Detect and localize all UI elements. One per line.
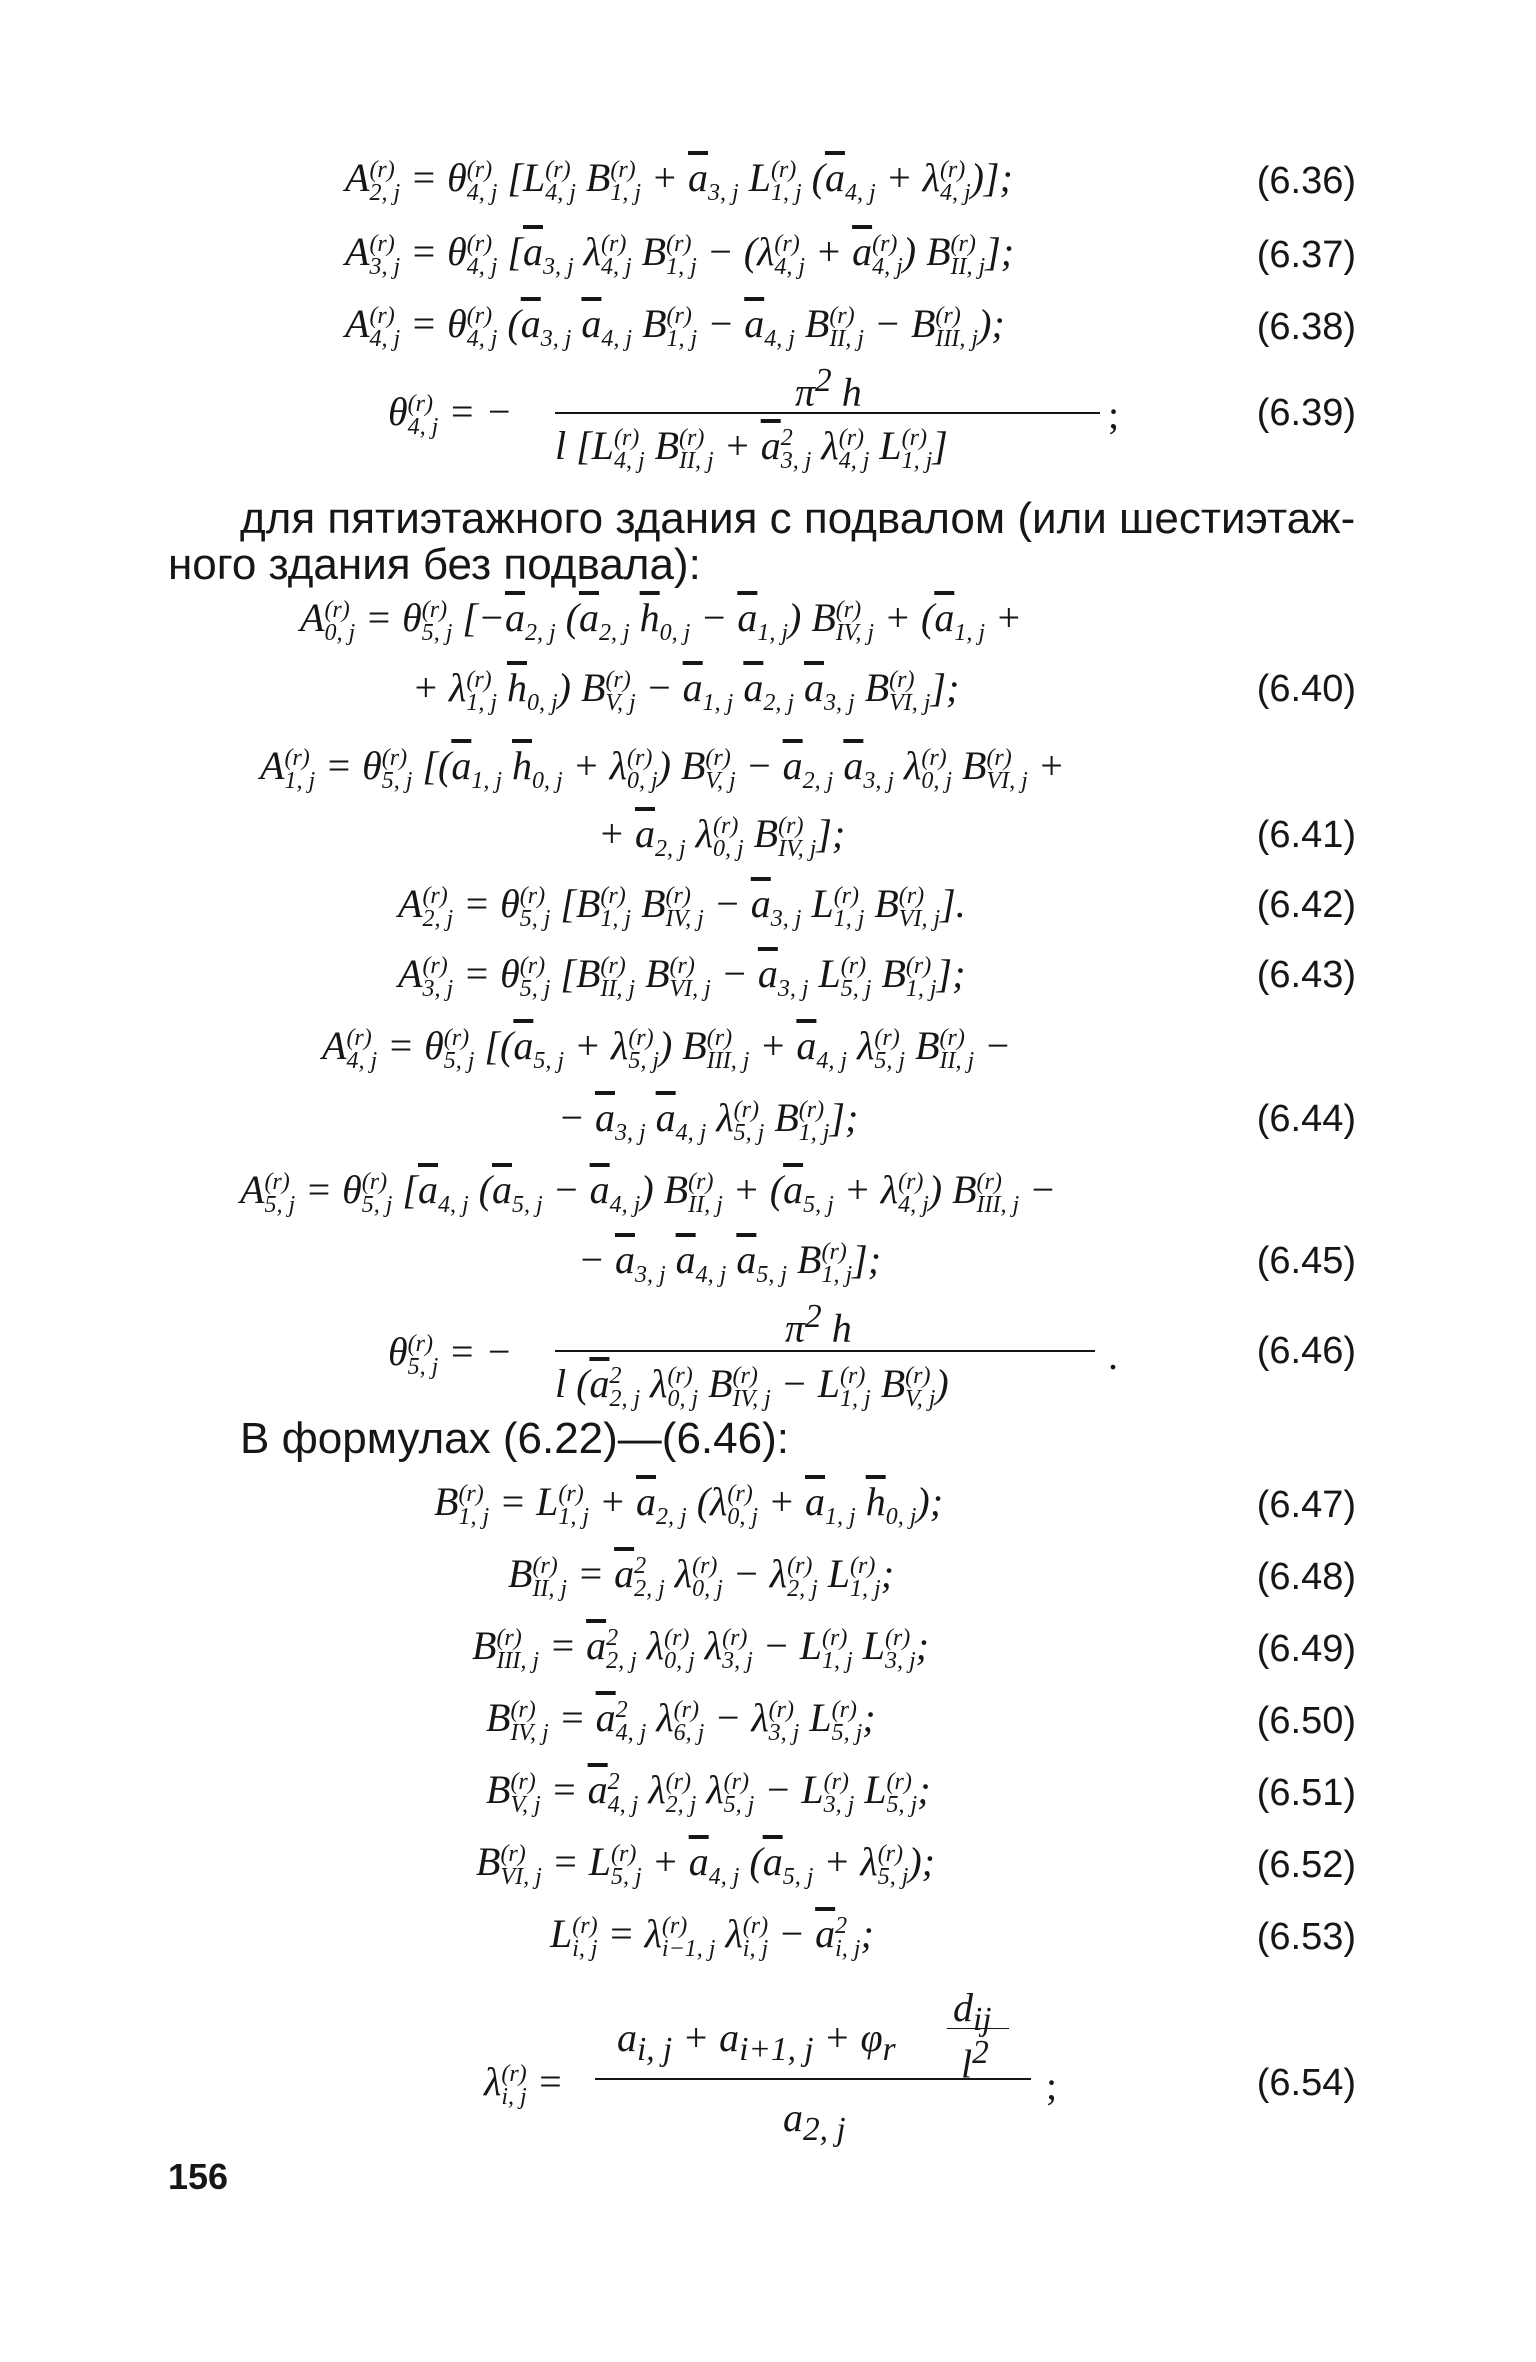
equation-6-46-lhs: θ (r) 5, j = −: [388, 1329, 513, 1380]
paragraph-text: ного здания без подвала):: [168, 540, 701, 589]
equation-number: (6.53): [1256, 1916, 1356, 1958]
equation-number: (6.44): [1256, 1098, 1356, 1140]
equation-number: (6.39): [1256, 392, 1356, 434]
equation-number: (6.47): [1256, 1484, 1356, 1526]
equation-number: (6.43): [1256, 954, 1356, 996]
equation-number: (6.51): [1256, 1772, 1356, 1814]
equation-6-43: A (r) 3, j = θ (r) 5, j [B (r) II, j B (r) VI, j − $\overline{a}_{3, j}$ L (r) 5, j B (r) 1, j ];: [398, 951, 966, 1002]
page-number: 156: [168, 2156, 229, 2197]
equation-number: (6.45): [1256, 1240, 1356, 1282]
equation-6-41-line2: + $\overline{a}_{2, j}$ λ (r) 0, j B (r) IV, j ];: [598, 811, 846, 862]
equation-number: (6.46): [1256, 1330, 1356, 1372]
equation-number: (6.36): [1256, 160, 1356, 202]
equation-6-40-line2: + λ (r) 1, j $\overline{h}_{0, j}$) B (r) V, j − $\overline{a}_{1, j}$ $\overline{a}_{2, j}$ $\overline{a}_{3, j}$ B (r) VI, j ];: [412, 665, 960, 716]
equation-6-36: A (r) 2, j = θ (r) 4, j [L (r) 4, j B (r) 1, j + $\overline{a}_{3, j}$ L (r) 1, j ($\overline{a}_{4, j} + \lambda$ (r) 4, j )];: [345, 155, 1013, 206]
equation-6-41-line1: A (r) 1, j = θ (r) 5, j [($\overline{a}_{1, j}$ $\overline{h}_{0, j} + \lambda$ (r) 0, j ) B (r) V, j − $\overline{a}_{2, j}$ $\overline{a}_{3, j}$ λ (r) 0, j B (r) VI, j +: [260, 743, 1065, 794]
equation-number: (6.52): [1256, 1844, 1356, 1886]
equation-6-52: B (r) VI, j = L (r) 5, j + $\overline{a}_{4, j}$ ($\overline{a}_{5, j} + \lambda$ (r) 5, j );: [476, 1839, 935, 1890]
punctuation: ;: [1046, 2063, 1058, 2108]
equation-6-44-line2: − $\overline{a}_{3, j}$ $\overline{a}_{4, j}$ λ (r) 5, j B (r) 1, j ];: [558, 1095, 859, 1146]
equation-6-54-lhs: λ (r) i, j =: [484, 2059, 564, 2110]
equation-number: (6.40): [1256, 668, 1356, 710]
equation-number: (6.48): [1256, 1556, 1356, 1598]
equation-6-49: B (r) III, j = $\overline{a}$ 2 2, j λ (r) 0, j λ (r) 3, j − L (r) 1, j L (r) 3, j ;: [472, 1623, 929, 1674]
equation-6-47: B (r) 1, j = L (r) 1, j + $\overline{a}_{2, j}$ (λ (r) 0, j + $\overline{a}_{1, j}$ $\overline{h}_{0, j}$);: [434, 1479, 944, 1530]
equation-6-40-line1: A (r) 0, j = θ (r) 5, j [$-\overline{a}_{2, j}$ ($\overline{a}_{2, j}$ $\overline{h}_{0, j} - \overline{a}_{1, j}$) B (r) IV, j + ($\overline{a}_{1, j}$ +: [300, 595, 1022, 646]
equation-6-44-line1: A (r) 4, j = θ (r) 5, j [($\overline{a}_{5, j} + \lambda$ (r) 5, j ) B (r) III, j + $\overline{a}_{4, j}$ λ (r) 5, j B (r) II, j −: [322, 1023, 1012, 1074]
equation-6-45-line1: A (r) 5, j = θ (r) 5, j [$\overline{a}_{4, j}$ $(\overline{a}_{5, j} - \overline{a}_{4, j})$ B (r) II, j + ($\overline{a}_{5, j} + \lambda$ (r) 4, j ) B (r) III, j −: [240, 1167, 1057, 1218]
paragraph-text: В формулах (6.22)—(6.46):: [240, 1414, 789, 1463]
equation-6-37: A (r) 3, j = θ (r) 4, j [$\overline{a}_{3, j}$ λ (r) 4, j B (r) 1, j − (λ (r) 4, j + $\overline{a}$ (r) 4, j ) B (r) II, j ];: [345, 229, 1015, 280]
equation-6-45-line2: − $\overline{a}_{3, j}$ $\overline{a}_{4, j}$ $\overline{a}_{5, j}$ B (r) 1, j ];: [578, 1237, 882, 1288]
punctuation: .: [1108, 1333, 1118, 1378]
equation-number: (6.50): [1256, 1700, 1356, 1742]
equation-6-53: L (r) i, j = λ (r) i−1, j λ (r) i, j − $\overline{a}$ 2 i, j ;: [550, 1911, 874, 1962]
equation-6-51: B (r) V, j = $\overline{a}$ 2 4, j λ (r) 2, j λ (r) 5, j − L (r) 3, j L (r) 5, j ;: [486, 1767, 931, 1818]
equation-6-39-lhs: θ (r) 4, j = −: [388, 389, 513, 440]
paragraph-text: для пятиэтажного здания с подвалом (или шестиэтаж-: [240, 494, 1356, 543]
equation-number: (6.41): [1256, 814, 1356, 856]
equation-number: (6.49): [1256, 1628, 1356, 1670]
equation-6-48: B (r) II, j = $\overline{a}$ 2 2, j λ (r) 0, j − λ (r) 2, j L (r) 1, j ;: [508, 1551, 895, 1602]
equation-6-38: A (r) 4, j = θ (r) 4, j ($\overline{a}_{3, j}$ $\overline{a}_{4, j}$ B (r) 1, j − $\overline{a}_{4, j}$ B (r) II, j − B (r) III, j );: [345, 301, 1005, 352]
equation-number: (6.42): [1256, 884, 1356, 926]
punctuation: ;: [1108, 392, 1120, 437]
equation-6-50: B (r) IV, j = $\overline{a}$ 2 4, j λ (r) 6, j − λ (r) 3, j L (r) 5, j ;: [486, 1695, 876, 1746]
equation-6-42: A (r) 2, j = θ (r) 5, j [B (r) 1, j B (r) IV, j − $\overline{a}_{3, j}$ L (r) 1, j B (r) VI, j ].: [398, 881, 966, 932]
equation-number: (6.37): [1256, 234, 1356, 276]
book-page: A (r) 2, j = θ (r) 4, j [L (r) 4, j B (r) 1, j + $\overline{a}_{3, j}$ L (r) 1, j ($\overline{a}_{4, j} + \lambda$ (r) 4, j )]; (6.36) A (r) 3, j = θ (r) 4, j [$\overline{a}_{3, j}$ λ (r) 4, j B (r) 1, j − (λ (r) 4, j + $\overline{a}$ (r) 4, j ) B (r) II, j ]; (6.37) A (r) 4, j = θ (r) 4, j ($\overline{a}_{3, j}$ $\overline{a}_{4, j}$ B (r) 1, j − $\overline{a}_{4, j}$ B (r) II, j − B (r) III, j ); (6.38) θ (r) 4, j = − $\pi^2$ h l [L (r) 4, j B (r) II, j + $\overline{a}$ 2 3, j λ (r) 4, j L (r) 1, j ] ; (6.39) для пятиэтажного здания с подвалом (или шестиэтаж- ного здания без подвала): A (r) 0, j = θ (r) 5, j [$-\overline{a}_{2, j}$ ($\overline{a}_{2, j}$ $\overline{h}_{0, j} - \overline{a}_{1, j}$) B (r) IV, j + ($\overline{a}_{1, j}$ + + λ (r) 1, j $\overline{h}_{0, j}$) B (r) V, j − $\overline{a}_{1, j}$ $\overline{a}_{2, j}$ $\overline{a}_{3, j}$ B (r) VI, j ]; (6.40) A (r) 1, j = θ (r) 5, j [($\overline{a}_{1, j}$ $\overline{h}_{0, j} + \lambda$ (r) 0, j ) B (r) V, j − $\overline{a}_{2, j}$ $\overline{a}_{3, j}$ λ (r) 0, j B (r) VI, j + + $\overline{a}_{2, j}$ λ (r) 0, j B (r) IV, j ]; (6.41) A (r) 2, j = θ (r) 5, j [B (r) 1, j B (r) IV, j − $\overline{a}_{3, j}$ L (r) 1, j B (r) VI, j ]. (6.42) A (r) 3, j = θ (r) 5, j [B (r) II, j B (r) VI, j − $\overline{a}_{3, j}$ L (r) 5, j B (r) 1, j ]; (6.43) A (r) 4, j = θ (r) 5, j [($\overline{a}_{5, j} + \lambda$ (r) 5, j ) B (r) III, j + $\overline{a}_{4, j}$ λ (r) 5, j B (r) II, j − − $\overline{a}_{3, j}$ $\overline{a}_{4, j}$ λ (r) 5, j B (r) 1, j ]; (6.44) A (r) 5, j = θ (r) 5, j [$\overline{a}_{4, j}$ $(\overline{a}_{5, j} - \overline{a}_{4, j})$ B (r) II, j + ($\overline{a}_{5, j} + \lambda$ (r) 4, j ) B (r) III, j − − $\overline{a}_{3, j}$ $\overline{a}_{4, j}$ $\overline{a}_{5, j}$ B (r) 1, j ]; (6.45) θ (r) 5, j = − $\pi^2$ h l ($\overline{a}$ 2 2, j λ (r) 0, j B (r) IV, j − L (r) 1, j B (r) V, j ) . (6.46) В формулах (6.22)—(6.46): B (r) 1, j = L (r) 1, j + $\overline{a}_{2, j}$ (λ (r) 0, j + $\overline{a}_{1, j}$ $\overline{h}_{0, j}$); (6.47) B (r) II, j = $\overline{a}$ 2 2, j λ (r) 0, j − λ (r) 2, j L (r) 1, j ; (6.48) B (r) III, j = $\overline{a}$ 2 2, j λ (r) 0, j λ (r) 3, j − L (r) 1, j L (r) 3, j ; (6.49) B (r) IV, j = $\overline{a}$ 2 4, j λ (r) 6, j − λ (r) 3, j L (r) 5, j ; (6.50) B (r) V, j = $\overline{a}$ 2 4, j λ (r) 2, j λ (r) 5, j − L (r) 3, j L (r) 5, j ; (6.51) B (r) VI, j = L (r) 5, j + $\overline{a}_{4, j}$ ($\overline{a}_{5, j} + \lambda$ (r) 5, j ); (6.52) L (r) i, j = λ (r) i−1, j λ (r) i, j − $\overline{a}$ 2 i, j ; (6.53) λ (r) i, j = $a_{i, j} + a_{i+1, j} + \varphi_r$ $d_{ij}$ $l^2$ $a_{2, j}$ ; (6.54) 156: [168, 155, 1356, 2197]
equation-number: (6.38): [1256, 306, 1356, 348]
equation-number: (6.54): [1256, 2062, 1356, 2104]
